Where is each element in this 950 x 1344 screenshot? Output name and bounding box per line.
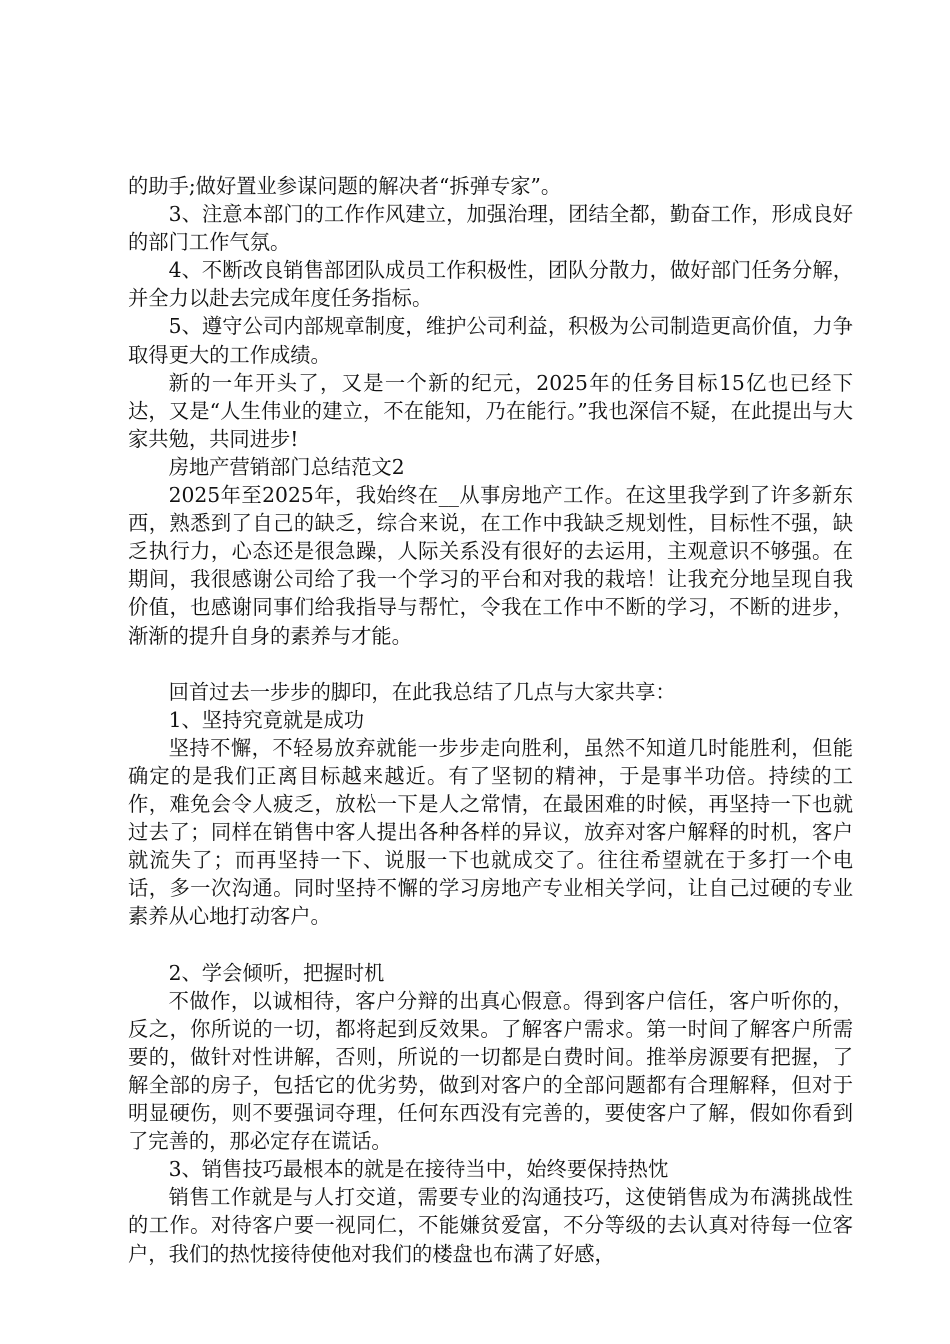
paragraph: 的助手;做好置业参谋问题的解决者“拆弹专家”。 <box>128 174 562 198</box>
paragraph: 4、不断改良销售部团队成员工作积极性，团队分散力，做好部门任务分解，并全力以赴去完成年度任务指标。 <box>128 258 853 311</box>
paragraph: 3、销售技巧最根本的就是在接待当中，始终要保持热忱 <box>168 1157 669 1182</box>
paragraph: 3、注意本部门的工作作风建立，加强治理，团结全都，勤奋工作，形成良好的部门工作气氛。 <box>128 202 853 255</box>
paragraph: 销售工作就是与人打交道，需要专业的沟通技巧，这使销售成为布满挑战性的工作。对待客户要一视同仁，不能嫌贫爱富，不分等级的去认真对待每一位客户，我们的热忱接待使他对我们的楼盘也布满了好感， <box>128 1185 853 1266</box>
paragraph: 1、坚持究竟就是成功 <box>168 707 365 732</box>
paragraph: 不做作，以诚相待，客户分辩的出真心假意。得到客户信任，客户听你的，反之，你所说的一切，都将起到反效果。了解客户需求。第一时间了解客户所需要的，做针对性讲解，否则，所说的一切都是白费时间。推举房源要有把握，了解全部的房子，包括它的优劣势，做到对客户的全部问题都有合理解释，但对于明显硬伤，则不要强词夺理，任何东西没有完善的，要使客户了解，假如你看到了完善的，那必定存在谎话。 <box>128 988 853 1154</box>
paragraph: 坚持不懈，不轻易放弃就能一步步走向胜利，虽然不知道几时能胜利，但能确定的是我们正离目标越来越近。有了坚韧的精神，于是事半功倍。持续的工作，难免会令人疲乏，放松一下是人之常情，在最困难的时候，再坚持一下也就过去了；同样在销售中客人提出各种各样的异议，放弃对客户解释的时机，客户就流失了；而再坚持一下、说服一下也就成交了。往往希望就在于多打一个电话，多一次沟通。同时坚持不懈的学习房地产专业相关学问，让自己过硬的专业素养从心地打动客户。 <box>128 735 853 929</box>
paragraph: 新的一年开头了，又是一个新的纪元，2025年的任务目标15亿也已经下达，又是“人生伟业的建立，不在能知，乃在能行。”我也深信不疑，在此提出与大家共勉，共同进步! <box>128 370 853 451</box>
paragraph: 2、学会倾听，把握时机 <box>168 960 385 985</box>
paragraph: 房地产营销部门总结范文2 <box>168 454 405 479</box>
paragraph: 2025年至2025年，我始终在__从事房地产工作。在这里我学到了许多新东西，熟悉到了自己的缺乏，综合来说，在工作中我缺乏规划性，目标性不强，缺乏执行力，心态还是很急躁，人际关系没有很好的去运用，主观意识不够强。在期间，我很感谢公司给了我一个学习的平台和对我的栽培！让我充分地呈现自我价值，也感谢同事们给我指导与帮忙，令我在工作中不断的学习，不断的进步，渐渐的提升自身的素养与才能。 <box>128 483 853 648</box>
document-page <box>128 172 853 1268</box>
paragraph: 5、遵守公司内部规章制度，维护公司利益，积极为公司制造更高价值，力争取得更大的工作成绩。 <box>128 314 853 367</box>
paragraph: 回首过去一步步的脚印，在此我总结了几点与大家共享： <box>168 679 676 704</box>
